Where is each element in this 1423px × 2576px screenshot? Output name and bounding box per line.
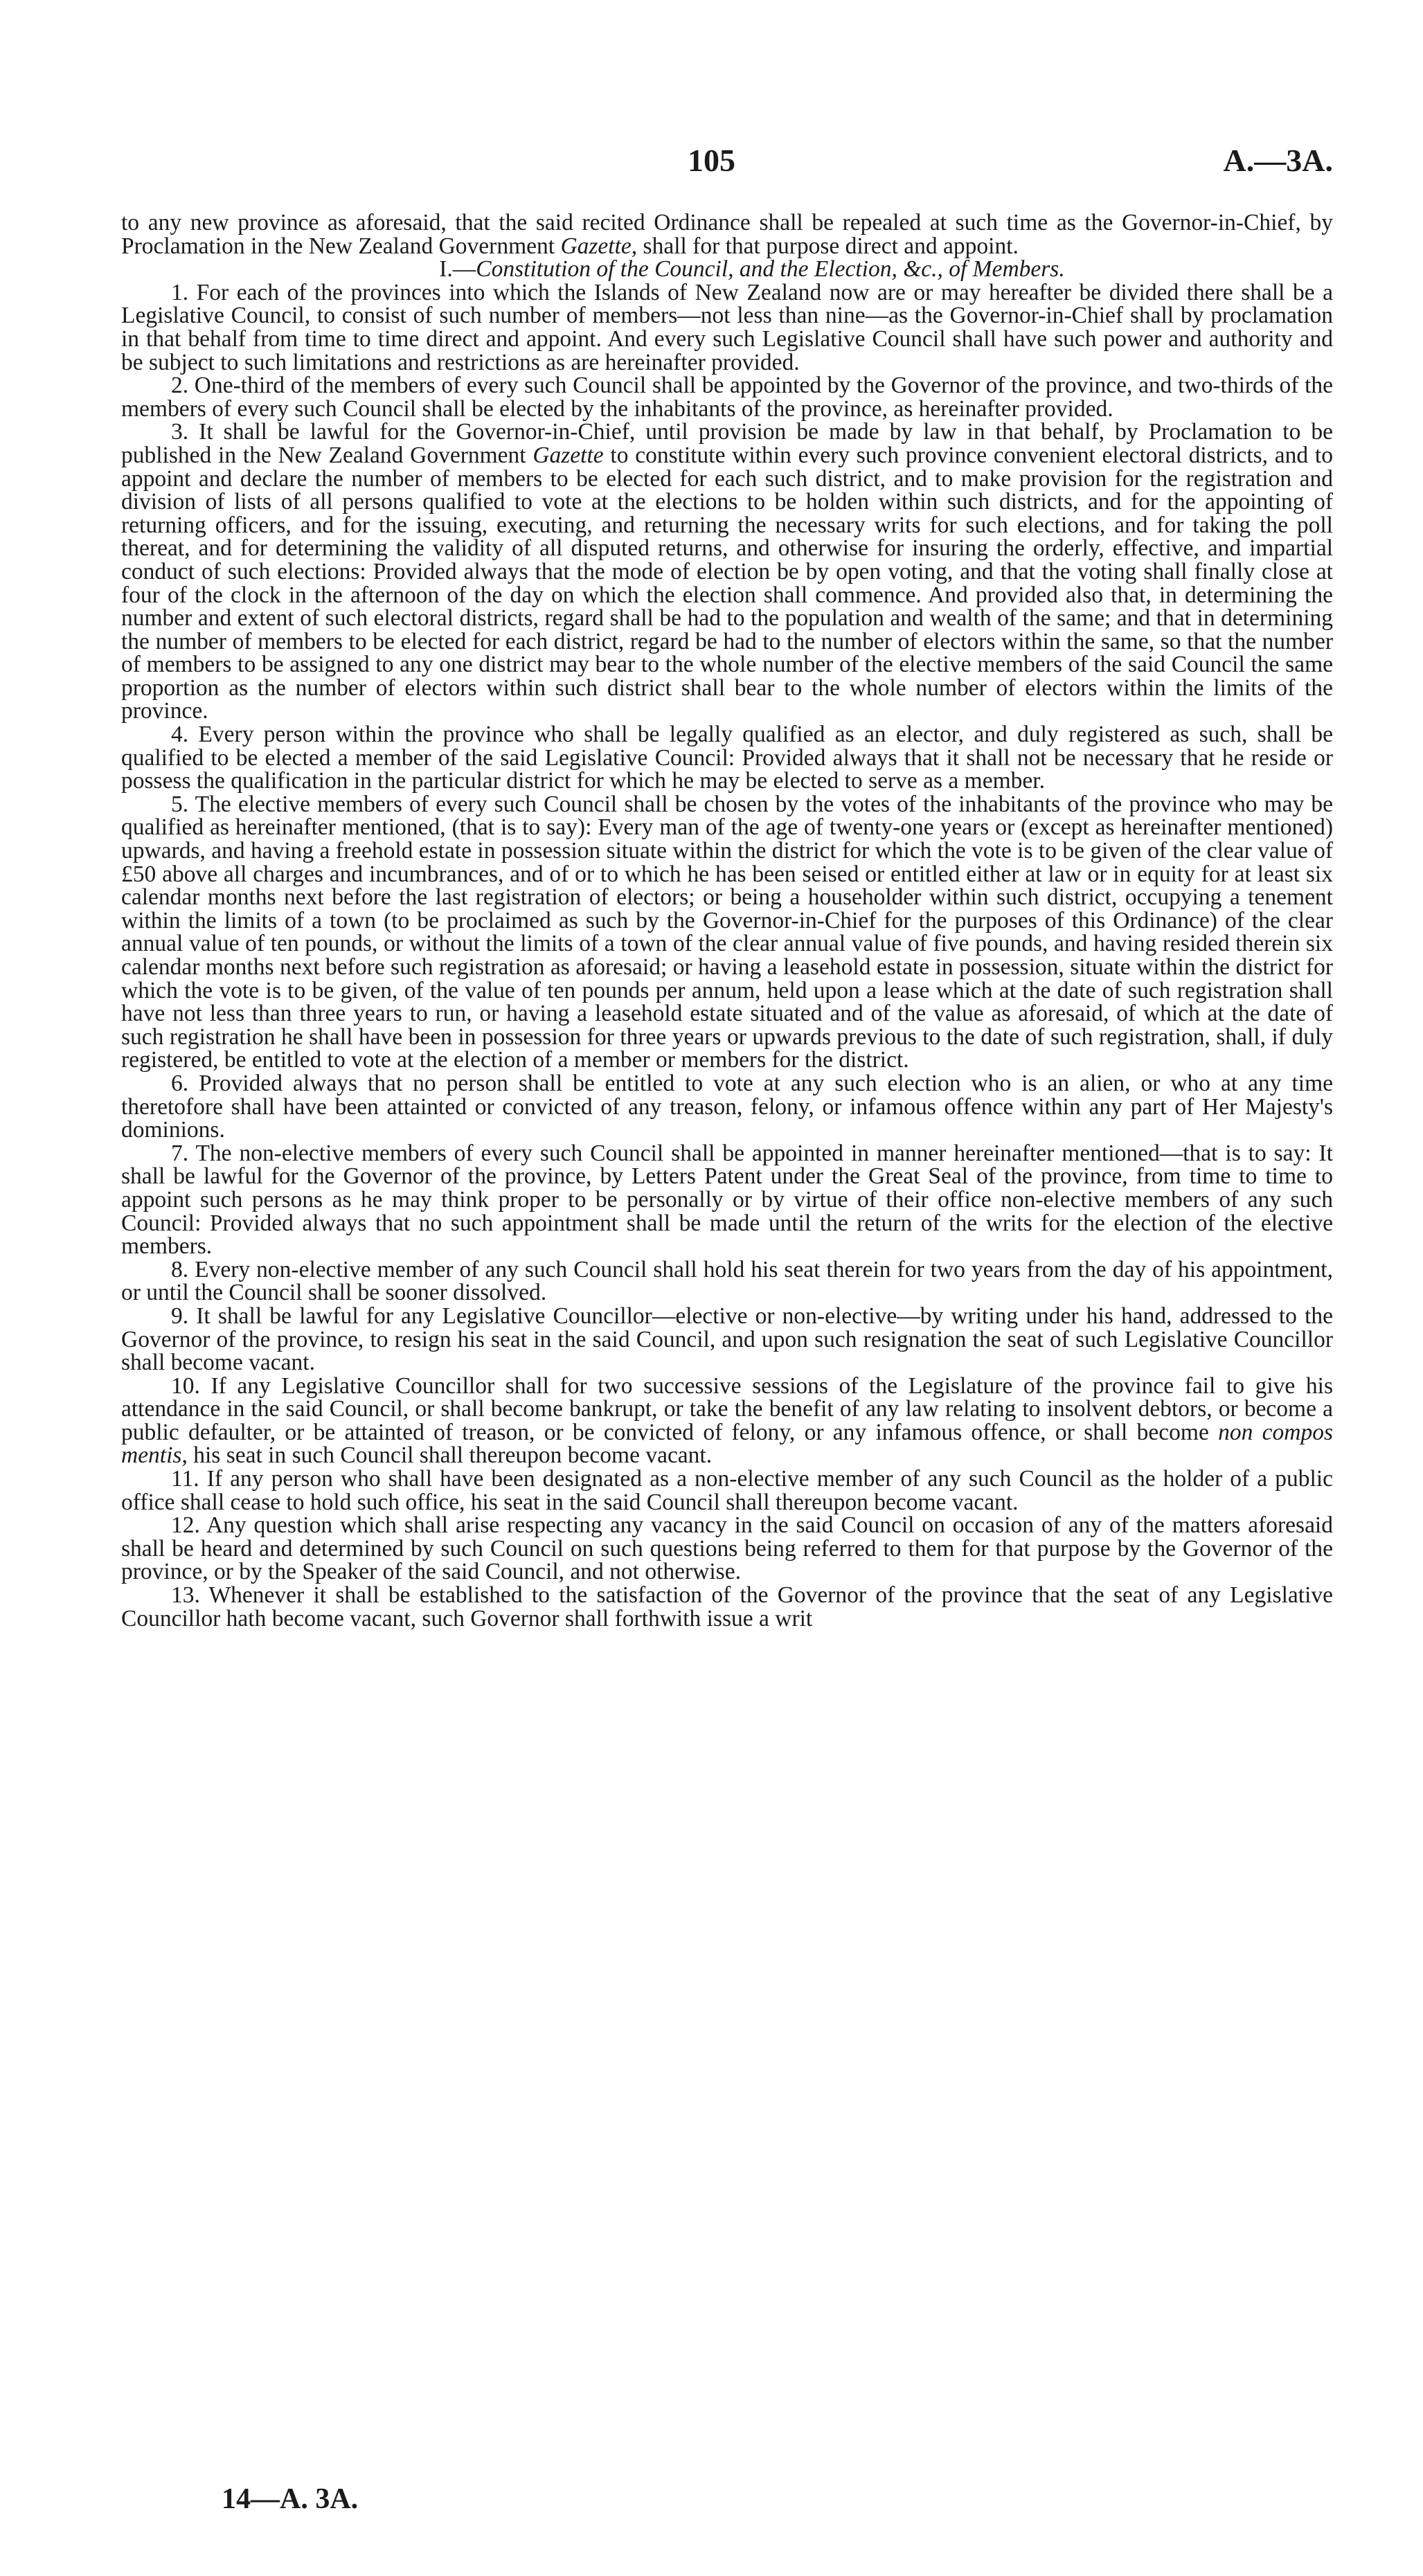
- paragraph-2: 2. One-third of the members of every such Council shall be appointed by the Governor of the province, and two-thirds of the members of every such Council shall be elected by the inhabitants of the province, as hereinafter provided.: [121, 373, 1333, 422]
- section-heading: [121, 258, 1333, 281]
- paragraph-9: 9. It shall be lawful for any Legislative Councillor—elective or non-elective—by writing under his hand, addressed to the Governor of the province, to resign his seat in the said Council, and upon such resignation the seat of such Legislative Councillor shall become vacant.: [121, 1303, 1333, 1376]
- paragraph-10: [121, 1372, 1333, 1469]
- gazette-italic: Gazette: [532, 442, 604, 468]
- section-title: Constitution of the Council, and the Election, &c., of Members.: [476, 256, 1065, 283]
- paragraph-3: [121, 420, 1333, 723]
- paragraph-3-end: to constitute within every such province convenient electoral districts, and to appoint and declare the number of members to be elected for each such district, and to make provision for the registration and division of lists of all persons qualified to vote at the elections to be holden within such districts, and for the appointing of returning officers, and for the issuing, executing, and returning the necessary writs for such elections, and for taking the poll thereat, and for determining the validity of all disputed returns, and otherwise for insuring the orderly, effective, and impartial conduct of such elections: Provided always that the mode of election be by open voting, and that the voting shall finally close at four of the clock in the afternoon of the day on which the election shall commence. And provided also that, in determining the number and extent of such electoral districts, regard shall be had to the population and wealth of the same; and that in determining the number of members to be elected for each district, regard be had to the number of electors within the same, so that the number of members to be assigned to any one district may bear to the whole number of the elective members of the said Council the same proportion as the number of electors within such district shall bear to the whole number of electors within the limits of the province.: [121, 442, 1333, 724]
- page-number: 105: [688, 143, 735, 178]
- paragraph-11: 11. If any person who shall have been designated as a non-elective member of any such Council as the holder of a public office shall cease to hold such office, his seat in the said Council shall thereupon become vacant.: [121, 1466, 1333, 1515]
- paragraph-12: 12. Any question which shall arise respecting any vacancy in the said Council on occasion of any of the matters aforesaid shall be heard and determined by such Council on such questions being referred to them for that purpose by the Governor of the province, or by the Speaker of the said Council, and not otherwise.: [121, 1512, 1333, 1585]
- document-body: [121, 211, 1333, 1630]
- paragraph-13: 13. Whenever it shall be established to the satisfaction of the Governor of the province that the seat of any Legislative Councillor hath become vacant, such Governor shall forthwith issue a writ: [121, 1582, 1333, 1631]
- paragraph-6: 6. Provided always that no person shall be entitled to vote at any such election who is an alien, or who at any time theretofore shall have been attainted or convicted of any treason, felony, or infamous offence within any part of Her Majesty's dominions.: [121, 1070, 1333, 1143]
- section-numeral: I.—: [439, 256, 476, 283]
- paragraph-7: 7. The non-elective members of every such Council shall be appointed in manner hereinafter mentioned—that is to say: It shall be lawful for the Governor of the province, by Letters Patent under the Great Seal of the province, from time to time to appoint such persons as he may think proper to be personally or by virtue of their office non-elective members of any such Council: Provided always that no such appointment shall be made until the return of the writs for the election of the elective members.: [121, 1140, 1333, 1260]
- gazette-italic: Gazette: [560, 233, 632, 259]
- intro-text-start: to any new province as aforesaid, that the said recited Ordinance shall be repealed at such time as the Governor-in-Chief, by Proclamation in the New Zealand Government: [121, 210, 1333, 259]
- intro-text-end: , shall for that purpose direct and appoint.: [631, 233, 1019, 259]
- intro-paragraph: [121, 211, 1333, 258]
- printer-signature: 14—A. 3A.: [222, 2483, 359, 2515]
- paragraph-3-start: 3. It shall be lawful for the Governor-in-Chief, until provision be made by law in that behalf, by Proclamation to be published in the New Zealand Government: [121, 419, 1333, 468]
- latin-phrase: non compos mentis: [121, 1419, 1333, 1469]
- paragraph-5: 5. The elective members of every such Council shall be chosen by the votes of the inhabitants of the province who may be qualified as hereinafter mentioned, (that is to say): Every man of the age of twenty-one years or (except as hereinafter mentioned) upwards, and having a freehold estate in possession situate within the district for which the vote is to be given of the clear value of £50 above all charges and incumbrances, and of or to which he has been seised or entitled either at law or in equity for at least six calendar months next before the last registration of electors; or being a householder within such district, occupying a tenement within the limits of a town (to be proclaimed as such by the Governor-in-Chief for the purposes of this Ordinance) of the clear annual value of ten pounds, or without the limits of a town of the clear annual value of five pounds, and having resided therein six calendar months next before such registration as aforesaid; or having a leasehold estate in possession, situate within the district for which the vote is to be given, of the value of ten pounds per annum, held upon a lease which at the date of such registration shall have not less than three years to run, or having a leasehold estate situated and of the value as aforesaid, of which at the date of such registration he shall have been in possession for three years or upwards previous to the date of such registration, shall, if duly registered, be entitled to vote at the election of a member or members for the district.: [121, 791, 1333, 1073]
- paragraph-4: 4. Every person within the province who shall be legally qualified as an elector, and duly registered as such, shall be qualified to be elected a member of the said Legislative Council: Provided always that it shall not be necessary that he reside or possess the qualification in the particular district for which he may be elected to serve as a member.: [121, 722, 1333, 794]
- document-reference: A.—3A.: [1223, 143, 1333, 178]
- paragraph-8: 8. Every non-elective member of any such Council shall hold his seat therein for two years from the day of his appointment, or until the Council shall be sooner dissolved.: [121, 1256, 1333, 1306]
- paragraph-10-start: 10. If any Legislative Councillor shall for two successive sessions of the Legislature of the province fail to give his attendance in the said Council, or shall become bankrupt, or take the benefit of any law relating to insolvent debtors, or become a public defaulter, or be attainted of treason, or be convicted of felony, or any infamous offence, or shall become: [121, 1372, 1333, 1445]
- paragraph-10-end: , his seat in such Council shall thereupon become vacant.: [181, 1442, 713, 1469]
- paragraph-1: 1. For each of the provinces into which the Islands of New Zealand now are or may hereafter be divided there shall be a Legislative Council, to consist of such number of members—not less than nine—as the Governor-in-Chief shall by proclamation in that behalf from time to time direct and appoint. And every such Legislative Council shall have such power and authority and be subject to such limitations and restrictions as are hereinafter provided.: [121, 279, 1333, 375]
